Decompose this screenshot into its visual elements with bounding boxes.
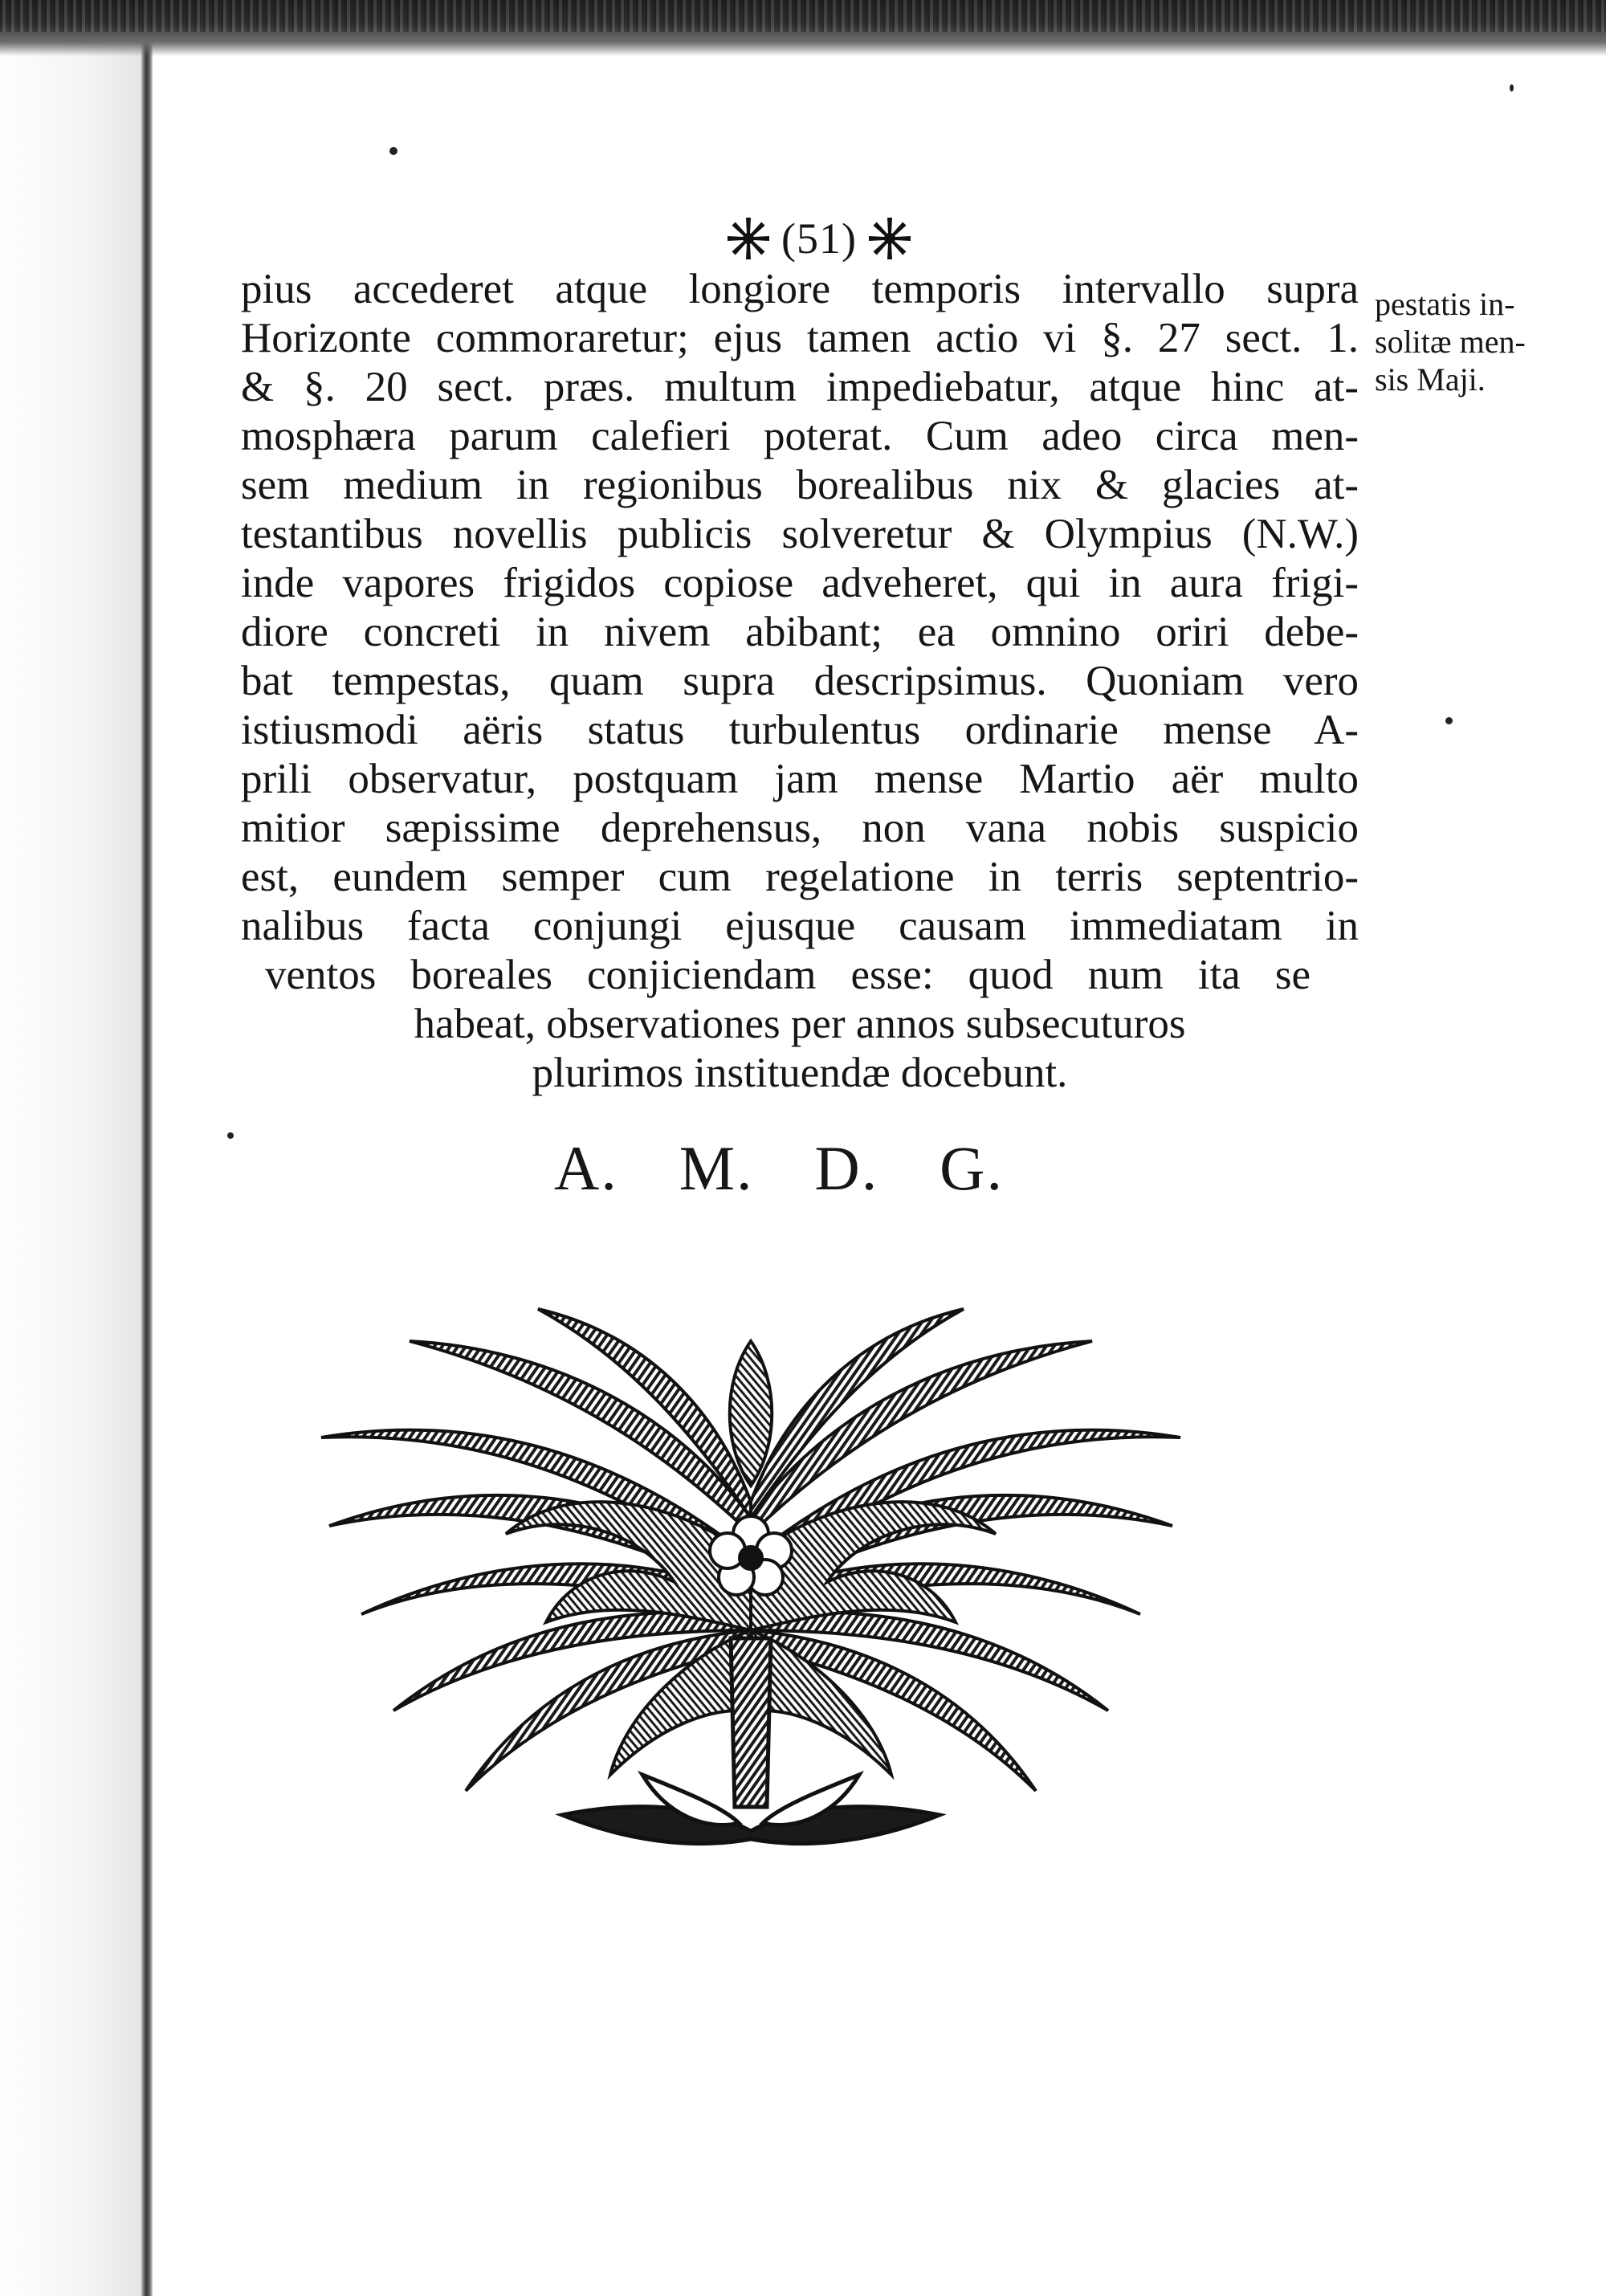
text-line: inde vapores frigidos copiose adveheret, qui in aura frigi- xyxy=(241,560,1359,606)
text-line: habeat, observationes per annos subsecuturos xyxy=(414,1001,1186,1047)
margin-note-line: sis Maji. xyxy=(1375,361,1486,398)
star-ornament-icon xyxy=(727,217,770,260)
page-gutter-shade xyxy=(0,24,141,2296)
closing-letter: A. xyxy=(554,1133,618,1203)
text-line: sem medium in regionibus borealibus nix & glacies at- xyxy=(241,462,1359,508)
scan-speck xyxy=(227,1132,234,1139)
closing-letter: G. xyxy=(940,1133,1004,1203)
scan-speck xyxy=(1510,84,1514,92)
text-line: prili observatur, postquam jam mense Martio aër multo xyxy=(241,756,1359,802)
closing-letter: M. xyxy=(679,1133,754,1203)
text-line: bat tempestas, quam supra descripsimus. Quoniam vero xyxy=(241,658,1359,704)
text-line: ventos boreales conjiciendam esse: quod num ita se xyxy=(265,952,1310,998)
scan-speck xyxy=(389,147,397,155)
floral-ornament-icon xyxy=(305,1293,1196,1871)
text-line: pius accederet atque longiore temporis intervallo supra xyxy=(241,266,1359,312)
text-line: istiusmodi aëris status turbulentus ordinarie mense A- xyxy=(241,707,1359,753)
page-header xyxy=(691,210,948,267)
margin-note xyxy=(1375,285,1584,398)
text-line: testantibus novellis publicis solveretur & Olympius (N.W.) xyxy=(241,511,1359,557)
text-line: mitior sæpissime deprehensus, non vana nobis suspicio xyxy=(241,805,1359,851)
scan-speck xyxy=(1445,717,1453,724)
text-line: diore concreti in nivem abibant; ea omnino oriri debe- xyxy=(241,609,1359,655)
scan-top-edge xyxy=(0,0,1606,56)
margin-note-line: pestatis in- xyxy=(1375,286,1515,322)
text-line: est, eundem semper cum regelatione in terris septentrio- xyxy=(241,854,1359,900)
text-line: Horizonte commoraretur; ejus tamen actio vi §. 27 sect. 1. xyxy=(241,315,1359,361)
star-ornament-icon xyxy=(868,217,911,260)
page-gutter-edge xyxy=(141,24,153,2296)
text-line: & §. 20 sect. præs. multum impediebatur, atque hinc at- xyxy=(241,364,1359,410)
text-line: plurimos instituendæ docebunt. xyxy=(532,1050,1068,1096)
page-number: (51) xyxy=(781,214,857,263)
closing-letter: D. xyxy=(814,1133,879,1203)
margin-note-line: solitæ men- xyxy=(1375,324,1526,360)
closing-dedication xyxy=(554,1132,1004,1205)
text-line: nalibus facta conjungi ejusque causam immediatam in xyxy=(241,903,1359,949)
body-text xyxy=(241,265,1359,1098)
text-line: mosphæra parum calefieri poterat. Cum adeo circa men- xyxy=(241,413,1359,459)
